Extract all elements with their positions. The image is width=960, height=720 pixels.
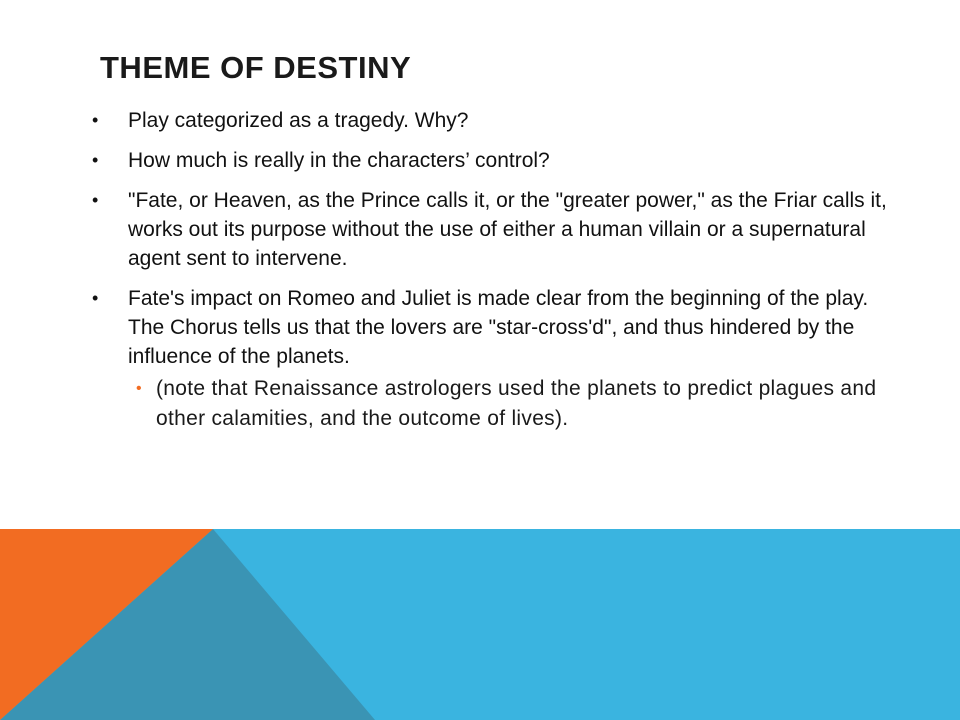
sub-bullet-list [128,374,892,434]
sub-bullet-item [128,374,892,434]
bullet-item [92,284,892,434]
sub-bullet-text: (note that Renaissance astrologers used the planets to predict plagues and other calamities, and the outcome of lives). [156,377,877,430]
bullet-text: Play categorized as a tragedy. Why? [128,109,469,132]
bullet-list [92,106,892,445]
bullet-item [92,146,892,175]
bullet-marker: • [92,150,99,170]
bullet-item [92,186,892,273]
bullet-item [92,106,892,135]
sub-bullet-marker: • [136,380,142,397]
bullet-marker: • [92,190,99,210]
decorative-band [0,529,960,720]
bullet-marker: • [92,288,99,308]
slide-title: THEME OF DESTINY [100,50,412,85]
bullet-marker: • [92,110,99,130]
bullet-text: Fate's impact on Romeo and Juliet is made clear from the beginning of the play. The Chorus tells us that the lovers are "star-cross'd", and thus hindered by the influence of the planets. [128,287,869,368]
bullet-text: "Fate, or Heaven, as the Prince calls it, or the "greater power," as the Friar calls it, works out its purpose without the use of either a human villain or a supernatural agent sent to intervene. [128,189,887,270]
bullet-text: How much is really in the characters’ control? [128,149,550,172]
